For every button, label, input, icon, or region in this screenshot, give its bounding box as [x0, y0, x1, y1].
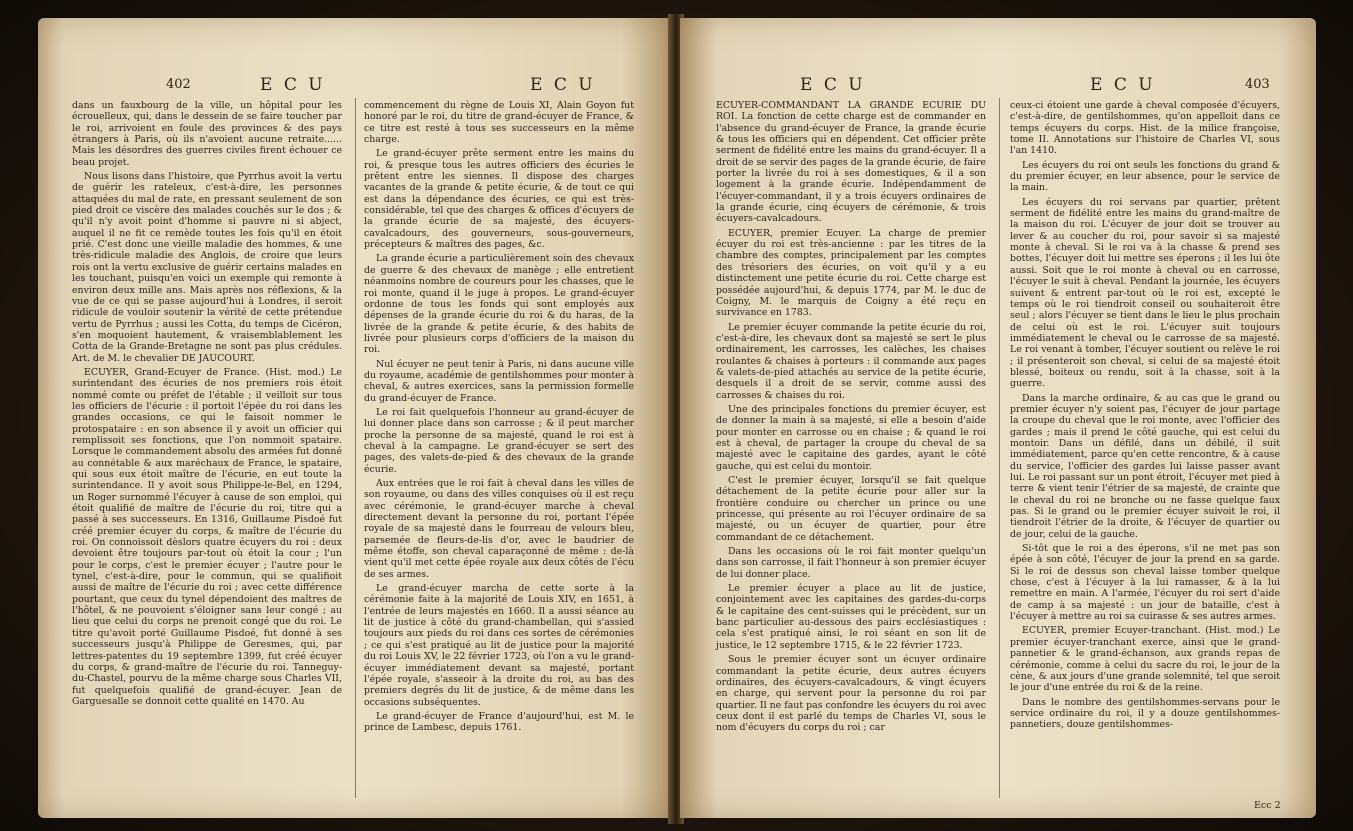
paragraph: Les écuyers du roi ont seuls les fonctions du grand & du premier écuyer, en leur absence, pour le service de la main.	[1010, 159, 1280, 194]
paragraph: Dans la marche ordinaire, & au cas que le grand ou premier écuyer n'y soient pas, l'écuyer de jour partage la croupe du cheval que le roi monte, avec l'officier des gardes ; mais il prend le côté gauche, qui est celui du montoir. Dans un défilé, dans un débilé, il suit immédiatement, parce qu'en cette rencontre, & à cause du service, l'officier des gardes lui laisse passer avant lui. Le roi passant sur un pont étroit, l'écuyer met pied à terre & vient tenir l'étrier de sa majesté, de crainte que le cheval du roi ne bronche ou ne fasse quelque faux pas. Si le grand ou le premier écuyer suivoit le roi, il tiendroit l'étrier de la droite, & l'écuyer de quartier ou de jour, celui de la gauche.	[1010, 392, 1280, 540]
paragraph: ECUYER, premier Ecuyer-tranchant. (Hist. mod.) Le premier écuyer-tranchant exerce, ainsi que le grand-pannetier & le grand-échanson, aux grands repas de cérémonie, comme à celui du sacre du roi, le jour de la cène, & aux jours d'une grande solemnité, tel que seroit le jour d'une entrée du roi & de la reine.	[1010, 625, 1280, 694]
paragraph: ECUYER, premier Ecuyer. La charge de premier écuyer du roi est très-ancienne : par les titres de la chambre des comptes, principalement par les comptes des trésoriers des écuries, on voit qu'il y a eu distinctement une petite écurie du roi. Cette charge est possédée aujourd'hui, & depuis 1774, par M. le duc de Coigny, M. le marquis de Coigny a été reçu en survivance en 1783.	[716, 227, 986, 319]
paragraph: dans un fauxbourg de la ville, un hôpital pour les écrouelleux, qui, dans le dessein de se faire toucher par le roi, arrivoient en foule des provinces & des pays étrangers à Paris, où ils n'avoient aucune retraite...... Mais les désordres des guerres civiles firent échouer ce beau projet.	[72, 100, 342, 168]
paragraph: Le premier écuyer commande la petite écurie du roi, c'est-à-dire, les chevaux dont sa majesté se sert le plus ordinairement, les carrosses, les calèches, les chaises roulantes & chaises à porteurs : il commande aux pages & valets-de-pied attachés au service de la petite écurie, desquels il a droit de se servir, comme aussi des carrosses & chaises du roi.	[716, 321, 986, 401]
paragraph: ECUYER, Grand-Ecuyer de France. (Hist. mod.) Le surintendant des écuries de nos premiers rois étoit nommé comte ou préfet de l'étable ; il veilloit sur tous les officiers de l'écurie : il portoit l'épée du roi dans les grandes occasions, ce qui le faisoit nommer le protospataire : en son absence il y avoit un officier qui remplissoit ses fonctions, que l'on nommoit spataire. Lorsque le commandement absolu des armées fut donné au connétable & aux maréchaux de France, le spataire, qui sous eux étoit maître de l'écurie, en eut toute la surintendance. Il y avoit sous Philippe-le-Bel, en 1294, un Roger surnommé l'écuyer à cause de son emploi, qui étoit qualifié de maître de l'écurie du roi, titre qui a passé à ses successeurs. En 1316, Guillaume Pisdoé fut créé premier écuyer du corps, & maître de l'écurie du roi. On connoissoit dèslors quatre écuyers du roi : deux devoient être toujours par-tout où étoit la cour ; l'un pour le corps, c'est le premier écuyer ; l'autre pour le tynel, c'est-à-dire, pour le commun, qui se qualifioit aussi de maître de l'écurie du roi ; avec cette différence pourtant, que ceux du tynel dépendoient des maîtres de l'hôtel, & ne pouvoient s'éloigner sans leur congé ; au lieu que celui du corps ne prenoit congé que du roi. Le titre qu'avoit porté Guillaume Pisdoé, fut donné à ses successeurs jusqu'à Philippe de Geresmes, qui, par lettres-patentes du 19 septembre 1399, fut créé écuyer du corps, & grand-maître de l'écurie du roi. Tanneguy-du-Chastel, pourvu de la même charge sous Charles VII, fut quelquefois qualifié de grand-écuyer. Jean de Garguesalle se donnoit cette qualité en 1470. Au	[72, 366, 342, 707]
running-head-left: E C U	[800, 75, 866, 95]
paragraph: Dans le nombre des gentilshommes-servans pour le service ordinaire du roi, il y a douze gentilshommes-pannetiers, douze gentilshommes-	[1010, 696, 1280, 731]
paragraph: Le grand-écuyer de France d'aujourd'hui, est M. le prince de Lambesc, depuis 1761.	[364, 710, 634, 734]
column-rule	[999, 98, 1000, 798]
left-page-header	[38, 73, 672, 99]
paragraph: Si-tôt que le roi a des éperons, s'il ne met pas son épée à son côté, l'écuyer de jour la prend en sa garde. Si le roi de dessus son cheval laisse tomber quelque chose, c'est à l'écuyer à la lui ramasser, & à la lui remettre en main. A l'armée, l'écuyer du roi sert d'aide de camp à sa majesté : un jour de bataille, c'est à l'écuyer à mettre au roi sa cuirasse & ses autres armes.	[1010, 543, 1280, 623]
paragraph: Le grand-écuyer marcha de cette sorte à la cérémonie faite à la majorité de Louis XIV, en 1651, à l'entrée de leurs majestés en 1660. Il a aussi séance au lit de justice à côté du grand-chambellan, qui s'assied toujours aux pieds du roi dans ces sortes de cérémonies ; ce qui s'est pratiqué au lit de justice pour la majorité du roi Louis XV, le 22 février 1723, où l'on a vu le grand-écuyer immédiatement devant sa majesté, portant l'épée royale, s'asseoir à la droite du roi, au bas des premiers degrés du lit de justice, & de même dans les occasions subséquentes.	[364, 583, 634, 708]
left-page	[38, 18, 672, 818]
paragraph: ECUYER-COMMANDANT LA GRANDE ECURIE DU ROI. La fonction de cette charge est de commander en l'absence du grand-écuyer de France, la grande écurie & tous les officiers qui en dépendent. Cet officier prête serment de fidélité entre les mains du grand-écuyer. Il a droit de se servir des pages de la grande écurie, de faire porter la livrée du roi à ses domestiques, & il a son logement à la grande écurie. Indépendamment de l'écuyer-commandant, il y a trois écuyers ordinaires de la grande écurie, cinq écuyers de cérémonie, & trois écuyers-cavalcadours.	[716, 100, 986, 225]
running-head-right: E C U	[530, 75, 596, 95]
paragraph: Une des principales fonctions du premier écuyer, est de donner la main à sa majesté, si elle a besoin d'aide pour monter en carrosse ou en chaise ; & quand le roi est à cheval, de partager la croupe du cheval de sa majesté avec le capitaine des gardes, ayant le côté gauche, qui est celui du montoir.	[716, 403, 986, 472]
paragraph: Nul écuyer ne peut tenir à Paris, ni dans aucune ville du royaume, académie de gentilshommes pour monter à cheval, & autres exercices, sans la permission formelle du grand-écuyer de France.	[364, 358, 634, 404]
right-page	[680, 18, 1316, 818]
page-number: 402	[166, 77, 191, 92]
paragraph: commencement du règne de Louis XI, Alain Goyon fut honoré par le roi, du titre de grand-écuyer de France, & ce titre est resté à tous ses successeurs en la même charge.	[364, 100, 634, 146]
paragraph: Le roi fait quelquefois l'honneur au grand-écuyer de lui donner place dans son carrosse ; & il peut marcher proche la personne de sa majesté, quand le roi est à cheval à la campagne. Le grand-écuyer se sert des pages, des valets-de-pied & des chevaux de la grande écurie.	[364, 406, 634, 475]
paragraph: La grande écurie a particulièrement soin des chevaux de guerre & des chevaux de manège ; elle entretient néanmoins nombre de coureurs pour les chasses, que le roi monte, quand il le juge à propos. Le grand-écuyer ordonne de tous les fonds qui sont employés aux dépenses de la grande écurie du roi & du haras, de la livrée de la grande & petite écurie, & des habits de livrée pour plusieurs corps d'officiers de la maison du roi.	[364, 253, 634, 356]
right-page-header	[680, 73, 1316, 99]
paragraph: Nous lisons dans l'histoire, que Pyrrhus avoit la vertu de guérir les rateleux, c'est-à-dire, les personnes attaquées du mal de rate, en pressant seulement de son pied droit ce viscère des malades couchés sur le dos ; & qu'il n'y avoit point d'homme si pauvre ni si abject, auquel il ne fit ce remède toutes les fois qu'il en étoit prié. C'est donc une vieille maladie des hommes, & une très-ridicule maladie des Anglois, de croire que leurs rois ont la vertu exclusive de guérir certains malades en les touchant, puisqu'en voici un exemple qui remonte à environ deux mille ans. Mais après nos réflexions, & la vue de ce qui se passe aujourd'hui à Londres, il seroit ridicule de vouloir soutenir la vérité de cette prétendue vertu de Pyrrhus ; aussi les Cotta, du temps de Cicéron, s'en moquoient hautement, & vraisemblablement les Cotta de la Grande-Bretagne ne sont pas plus crédules. Art. de M. le chevalier DE JAUCOURT.	[72, 171, 342, 364]
page-number: 403	[1245, 77, 1270, 92]
right-column-1	[716, 100, 986, 737]
signature-mark: Ecc 2	[1254, 800, 1281, 811]
column-rule	[355, 98, 356, 798]
left-column-1	[72, 100, 342, 710]
running-head-left: E C U	[260, 75, 326, 95]
paragraph: Aux entrées que le roi fait à cheval dans les villes de son royaume, ou dans des villes conquises où il est reçu avec cérémonie, le grand-écuyer marche à cheval directement devant la personne du roi, portant l'épée royale de sa majesté dans le fourreau de velours bleu, parsemée de fleurs-de-lis d'or, avec le baudrier de même étoffe, son cheval caparaçonné de même : de-là vient qu'il met cette épée royale aux deux côtés de l'écu de ses armes.	[364, 478, 634, 580]
paragraph: Dans les occasions où le roi fait monter quelqu'un dans son carrosse, il fait l'honneur à son premier écuyer de lui donner place.	[716, 546, 986, 580]
paragraph: Les écuyers du roi servans par quartier, prêtent serment de fidélité entre les mains du grand-maître de la maison du roi. L'écuyer de jour doit se trouver au lever & au coucher du roi, pour savoir si sa majesté monte à cheval. Si le roi va à la chasse & prend ses bottes, l'écuyer doit lui mettre ses éperons ; il les lui ôte aussi. Soit que le roi monte à cheval ou en carrosse, l'écuyer le suit à cheval. Pendant la journée, les écuyers suivent & entrent par-tout où le roi est, excepté le temps où le roi tiendroit conseil ou souhaiteroit être seul ; alors l'écuyer se tient dans le lieu le plus prochain de celui où est le roi. L'écuyer suit toujours immédiatement le cheval ou le carrosse de sa majesté. Le roi venant à tomber, l'écuyer soutient ou relève le roi ; il présenteroit son cheval, si celui de sa majesté étoit blessé, boiteux ou rendu, soit à la chasse, soit à la guerre.	[1010, 196, 1280, 390]
left-column-2	[364, 100, 634, 737]
right-column-2	[1010, 100, 1280, 734]
running-head-right: E C U	[1090, 75, 1156, 95]
paragraph: ceux-ci étoient une garde à cheval composée d'écuyers, c'est-à-dire, de gentilshommes, qu'on appelloit dans ce temps écuyers du corps. Hist. de la milice françoise, tome II. Annotations sur l'histoire de Charles VI, sous l'an 1410.	[1010, 100, 1280, 157]
paragraph: Le grand-écuyer prête serment entre les mains du roi, & presque tous les autres officiers des écuries le prêtent entre les siennes. Il dispose des charges vacantes de la grande & petite écurie, & de tout ce qui est dans la dépendance des écuries, ce qui est très-considérable, tel que des charges & offices d'écuyers de la grande écurie de sa majesté, des écuyers-cavalcadours, des gouverneurs, sous-gouverneurs, précepteurs & maîtres des pages, &c.	[364, 148, 634, 251]
paragraph: Le premier écuyer a place au lit de justice, conjointement avec les capitaines des gardes-du-corps & le capitaine des cent-suisses qui le précèdent, sur un banc particulier au-dessous des pairs ecclésiastiques : cela s'est pratiqué ainsi, le roi séant en son lit de justice, le 12 septembre 1715, & le 22 février 1723.	[716, 583, 986, 651]
paragraph: C'est le premier écuyer, lorsqu'il se fait quelque détachement de la petite écurie pour aller sur la frontière conduire ou chercher un prince ou une princesse, qui présente au roi l'écuyer ordinaire de sa majesté, ou un écuyer de quartier, pour être commandant de ce détachement.	[716, 475, 986, 543]
paragraph: Sous le premier écuyer sont un écuyer ordinaire commandant la petite écurie, deux autres écuyers ordinaires, des écuyers-cavalcadours, & vingt écuyers en charge, qui servent pour la personne du roi par quartier. Il ne faut pas confondre les écuyers du roi avec ceux dont il est parlé du temps de Charles VI, sous le nom d'écuyers du corps du roi ; car	[716, 654, 986, 734]
